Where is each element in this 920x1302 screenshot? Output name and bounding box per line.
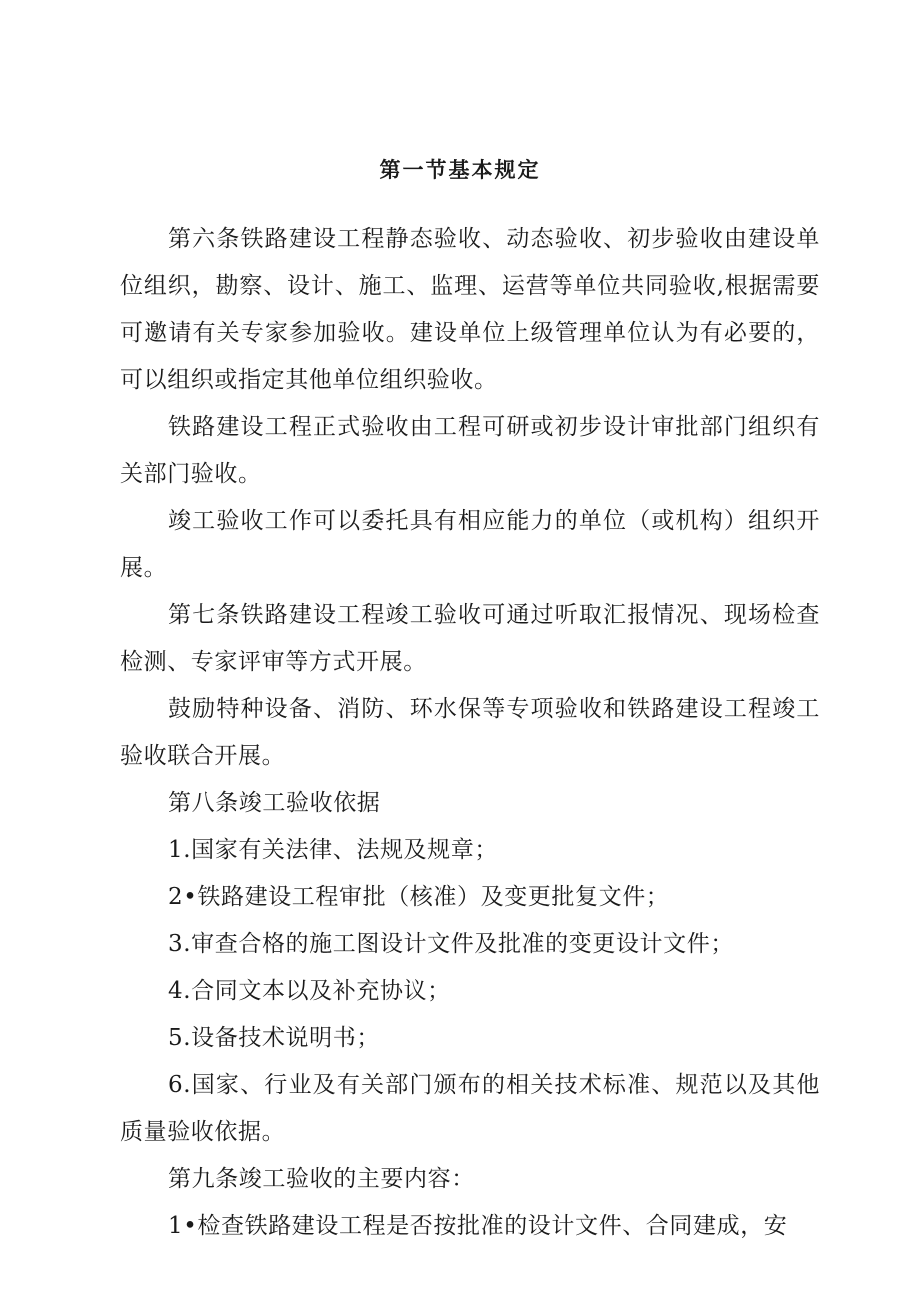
paragraph-article-9: 第九条竣工验收的主要内容： (168, 1166, 475, 1192)
document-body (120, 216, 820, 1250)
list-item: 4.合同文本以及补充协议； (168, 978, 451, 1004)
paragraph-joint-acceptance: 鼓励特种设备、消防、环水保等专项验收和铁路建设工程竣工验收联合开展。 (120, 696, 820, 769)
list-item: 2•铁路建设工程审批（核准）及变更批复文件； (168, 884, 670, 910)
list-item: 1•检查铁路建设工程是否按批准的设计文件、合同建成，安 (168, 1213, 788, 1239)
list-item: 3.审查合格的施工图设计文件及批准的变更设计文件； (168, 931, 734, 957)
section-title: 第一节基本规定 (379, 157, 541, 182)
list-item: 6.国家、行业及有关部门颁布的相关技术标准、规范以及其他质量验收依据。 (120, 1072, 820, 1145)
paragraph-article-6: 第六条铁路建设工程静态验收、动态验收、初步验收由建设单位组织，勘察、设计、施工、监理、运营等单位共同验收,根据需要可邀请有关专家参加验收。建设单位上级管理单位认为有必要的，可以组织或指定其他单位组织验收。 (120, 226, 820, 393)
paragraph-article-8: 第八条竣工验收依据 (168, 790, 381, 816)
paragraph-entrust: 竣工验收工作可以委托具有相应能力的单位（或机构）组织开展。 (120, 508, 820, 581)
paragraph-formal-acceptance: 铁路建设工程正式验收由工程可研或初步设计审批部门组织有关部门验收。 (120, 414, 820, 487)
list-item: 1.国家有关法律、法规及规章； (168, 837, 498, 863)
paragraph-article-7: 第七条铁路建设工程竣工验收可通过听取汇报情况、现场检查检测、专家评审等方式开展。 (120, 602, 820, 675)
list-item: 5.设备技术说明书； (168, 1025, 380, 1051)
